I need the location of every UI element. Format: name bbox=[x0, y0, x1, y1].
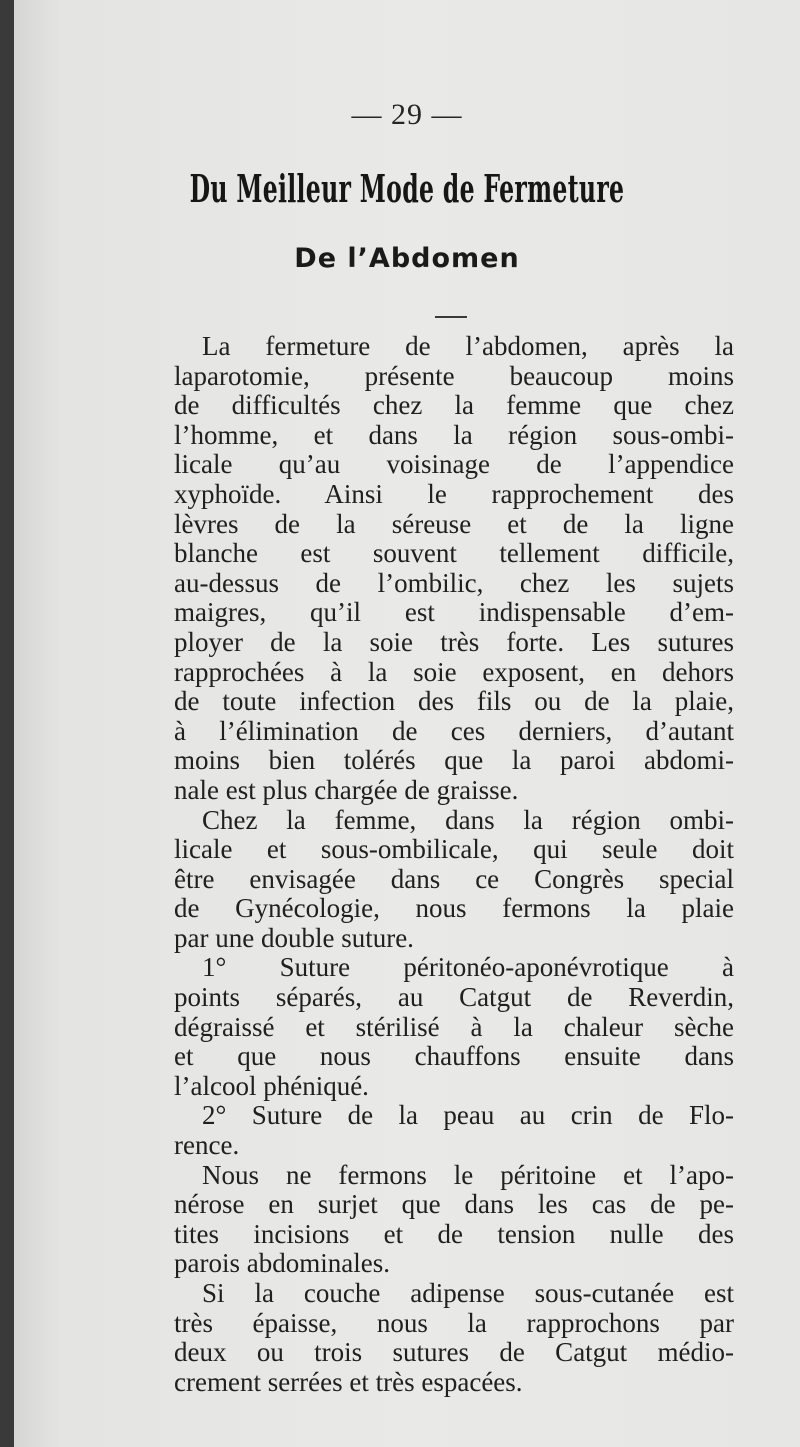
text-line: dégraissé et stérilisé à la chaleur sèche bbox=[174, 1011, 734, 1042]
text-line: au-dessus de l’ombilic, chez les sujets bbox=[174, 567, 734, 598]
text-line: l’alcool phéniqué. bbox=[174, 1070, 369, 1101]
text-line: à l’élimination de ces derniers, d’autant bbox=[174, 715, 734, 746]
text-line: licale qu’au voisinage de l’appendice bbox=[174, 449, 734, 480]
chapter-title: Du Meilleur Mode de Fermeture bbox=[189, 166, 625, 211]
text-line: rence. bbox=[174, 1130, 240, 1161]
paragraph bbox=[174, 806, 734, 954]
chapter-subtitle: De l’Abdomen bbox=[294, 243, 520, 274]
text-line: licale et sous-ombilicale, qui seule doit bbox=[174, 834, 734, 865]
text-line: tites incisions et de tension nulle des bbox=[174, 1218, 734, 1249]
text-line: de Gynécologie, nous fermons la plaie bbox=[174, 893, 734, 924]
text-line: crement serrées et très espacées. bbox=[174, 1366, 523, 1397]
text-line: 2° Suture de la peau au crin de Flo- bbox=[202, 1100, 734, 1131]
text-line: Chez la femme, dans la région ombi- bbox=[202, 804, 734, 835]
text-line: lèvres de la séreuse et de la ligne bbox=[174, 508, 734, 539]
text-line: laparotomie, présente beaucoup moins bbox=[174, 360, 734, 391]
text-line: nale est plus chargée de graisse. bbox=[174, 774, 519, 805]
paragraph bbox=[174, 1161, 734, 1279]
title-separator bbox=[435, 316, 467, 318]
text-line: parois abdominales. bbox=[174, 1248, 390, 1279]
paragraph bbox=[174, 1279, 734, 1397]
text-line: ployer de la soie très forte. Les sutures bbox=[174, 626, 734, 657]
text-line: Nous ne fermons le péritoine et l’apo- bbox=[202, 1159, 734, 1190]
text-line: maigres, qu’il est indispensable d’em- bbox=[174, 597, 734, 628]
text-line: blanche est souvent tellement difficile, bbox=[174, 538, 734, 569]
text-line: 1° Suture péritonéo-aponévrotique à bbox=[202, 952, 734, 983]
text-line: très épaisse, nous la rapprochons par bbox=[174, 1307, 734, 1338]
paragraph bbox=[174, 332, 734, 806]
text-line: être envisagée dans ce Congrès special bbox=[174, 863, 734, 894]
text-line: par une double suture. bbox=[174, 922, 414, 953]
text-line: l’homme, et dans la région sous-ombi- bbox=[174, 419, 734, 450]
text-line: nérose en surjet que dans les cas de pe- bbox=[174, 1189, 734, 1220]
text-line: de toute infection des fils ou de la plaie, bbox=[174, 686, 734, 717]
text-line: rapprochées à la soie exposent, en dehors bbox=[174, 656, 734, 687]
text-line: deux ou trois sutures de Catgut médio- bbox=[174, 1337, 734, 1368]
document-page bbox=[14, 0, 800, 1447]
text-line: moins bien tolérés que la paroi abdomi- bbox=[174, 745, 734, 776]
text-line: Si la couche adipense sous-cutanée est bbox=[202, 1278, 734, 1308]
page-number: — 29 — bbox=[351, 98, 463, 131]
text-line: de difficultés chez la femme que chez bbox=[174, 390, 734, 421]
text-line: La fermeture de l’abdomen, après la bbox=[202, 331, 734, 361]
paragraph bbox=[174, 953, 734, 1101]
text-line: et que nous chauffons ensuite dans bbox=[174, 1041, 734, 1072]
body-text bbox=[174, 332, 734, 1397]
text-line: points séparés, au Catgut de Reverdin, bbox=[174, 982, 734, 1013]
text-line: xyphoïde. Ainsi le rapprochement des bbox=[174, 478, 734, 509]
paragraph bbox=[174, 1101, 734, 1160]
